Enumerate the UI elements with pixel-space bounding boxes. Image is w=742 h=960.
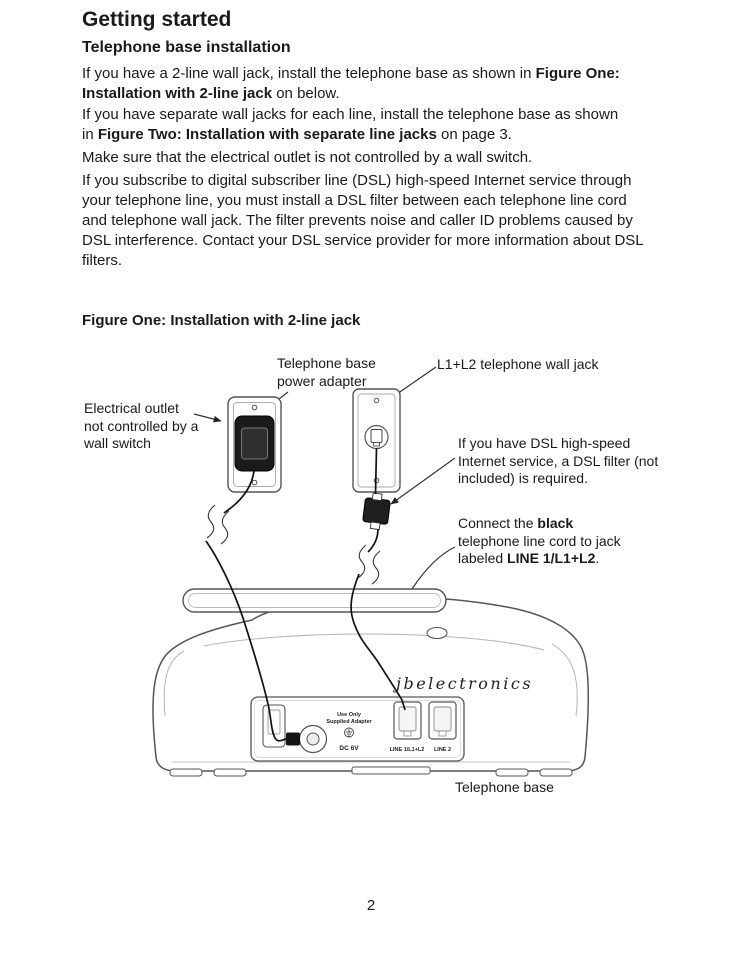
panel-dc-label: DC 6V <box>339 745 359 752</box>
connect-text-line2: telephone line cord to jack <box>458 532 621 549</box>
power-plug <box>286 733 300 746</box>
page-number: 2 <box>366 897 376 914</box>
figure-caption: Figure One: Installation with 2-line jack <box>82 312 361 329</box>
p1-text-pre: If you have a 2-line wall jack, install the telephone base as shown in <box>82 65 536 82</box>
paragraph-dsl-info: If you subscribe to digital subscriber line (DSL) high-speed Internet service through your telephone line, you must install a DSL filter between each telephone line cord and telephone wall jack. The filter prevents noise and caller ID problems caused by DSL interference. Contact your DSL service provider for more information about DSL filters. <box>82 172 644 269</box>
p2-text-post: on page 3. <box>436 126 512 143</box>
label-power-adapter: Telephone base power adapter <box>277 355 376 389</box>
section-heading: Telephone base installation <box>82 39 291 56</box>
dsl-filter-drawing <box>362 492 391 530</box>
cord-break-marks <box>207 505 380 584</box>
panel-use-only-line2: Supplied Adapter <box>326 719 372 725</box>
leader-wall-jack <box>394 367 436 396</box>
panel-line2-label: LINE 2 <box>433 747 452 753</box>
label-telephone-base: Telephone base <box>455 779 554 795</box>
electrical-outlet-drawing <box>228 397 281 492</box>
brand-text: jbelectronics <box>396 674 534 693</box>
label-outlet: Electrical outlet not controlled by a wall switch <box>84 400 199 451</box>
telephone-base-drawing <box>153 589 588 776</box>
figure-two-reference: Figure Two: Installation with separate line jacks <box>97 126 437 143</box>
label-wall-jack: L1+L2 telephone wall jack <box>437 356 599 372</box>
p1-text-post: on below. <box>272 85 340 102</box>
connect-jack-emphasis: LINE 1/L1+L2 <box>507 550 596 566</box>
connect-black-emphasis: black <box>537 515 574 531</box>
connect-text-line3-pre: labeled <box>458 550 508 566</box>
handset-rest-ridge <box>183 589 446 612</box>
connect-text-pre: Connect the <box>458 515 538 531</box>
label-dsl-filter: If you have DSL high-speed Internet service, a DSL filter (not included) is required. <box>458 435 659 486</box>
figure-one-reference: Figure One: Installation with 2-line jack <box>82 65 620 102</box>
rear-panel <box>251 697 464 761</box>
panel-line1-label: LINE 1/L1+L2 <box>389 747 425 753</box>
label-line-cord <box>458 515 668 568</box>
panel-use-only-line1: Use Only <box>337 712 361 718</box>
paragraph-wall-switch: Make sure that the electrical outlet is not controlled by a wall switch. <box>82 149 533 166</box>
p2-text-pre: If you have separate wall jacks for each line, install the telephone base as shown in <box>82 106 619 143</box>
page-title: Getting started <box>82 8 232 31</box>
connect-text-line3-post: . <box>595 550 600 566</box>
